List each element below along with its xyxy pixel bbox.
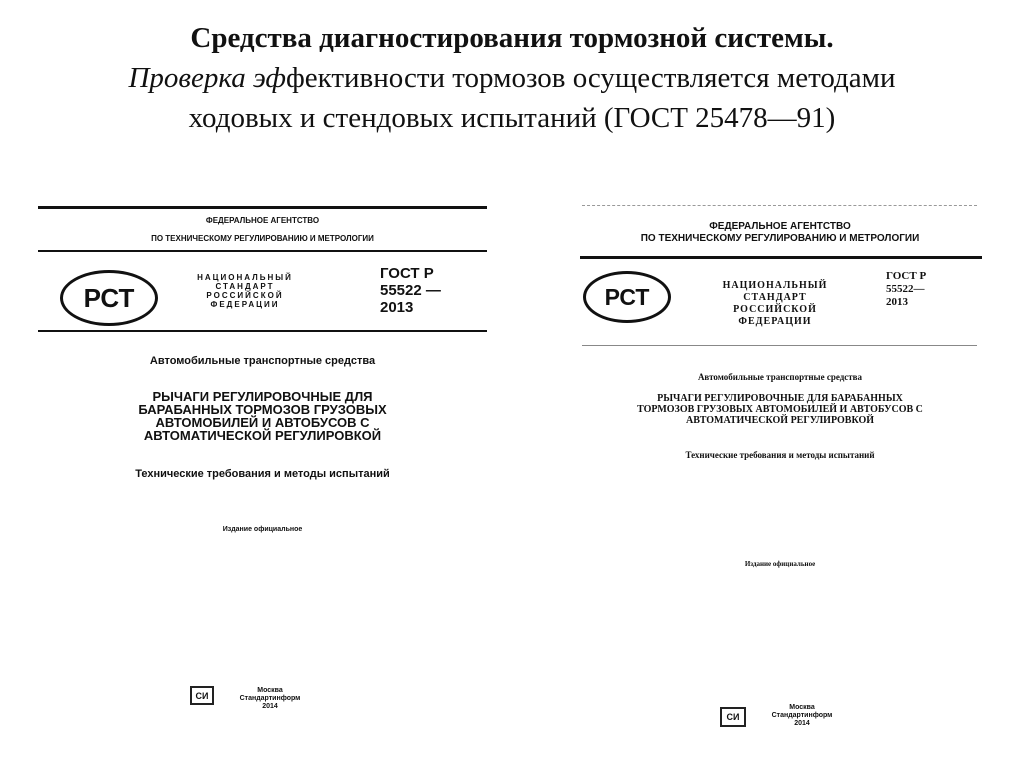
std-line: РОССИЙСКОЙ xyxy=(733,304,817,315)
agency-line-1: ФЕДЕРАЛЬНОЕ АГЕНТСТВО xyxy=(205,216,320,225)
gost-line: 55522— xyxy=(886,283,925,295)
std-line: РОССИЙСКОЙ xyxy=(206,291,284,300)
gost-number xyxy=(886,270,926,309)
doc-title-line: АВТОМАТИЧЕСКОЙ РЕГУЛИРОВКОЙ xyxy=(685,415,875,426)
imprint-year: 2014 xyxy=(794,720,810,727)
std-line: СТАНДАРТ xyxy=(215,282,275,291)
doc-title-line: БАРАБАННЫХ ТОРМОЗОВ ГРУЗОВЫХ xyxy=(138,402,387,417)
title-line-3: ходовых и стендовых испытаний (ГОСТ 25478—91) xyxy=(188,102,836,134)
standard-type xyxy=(710,280,840,328)
imprint-publisher: Стандартинформ xyxy=(771,712,833,719)
imprint-year: 2014 xyxy=(262,703,278,710)
imprint-city: Москва xyxy=(257,687,283,694)
rst-logo: РСТ xyxy=(583,271,671,323)
std-line: НАЦИОНАЛЬНЫЙ xyxy=(722,280,828,291)
divider xyxy=(582,345,977,346)
publisher-logo-icon: СИ xyxy=(720,707,746,727)
doc-title-line: АВТОМАТИЧЕСКОЙ РЕГУЛИРОВКОЙ xyxy=(143,428,382,443)
std-line: ФЕДЕРАЦИИ xyxy=(210,300,280,309)
doc-title-line: АВТОМОБИЛЕЙ И АВТОБУСОВ С xyxy=(155,415,370,430)
gost-line: ГОСТ Р xyxy=(886,270,927,282)
gost-line: 2013 xyxy=(886,296,908,308)
std-line: НАЦИОНАЛЬНЫЙ xyxy=(197,273,293,282)
doc-title-line: РЫЧАГИ РЕГУЛИРОВОЧНЫЕ ДЛЯ БАРАБАННЫХ xyxy=(657,393,903,404)
doc-title-line: РЫЧАГИ РЕГУЛИРОВОЧНЫЕ ДЛЯ xyxy=(152,389,373,404)
imprint-publisher: Стандартинформ xyxy=(239,695,301,702)
doc-subtitle: Технические требования и методы испытаний xyxy=(685,450,875,460)
title-line-2-italic: Проверка эф xyxy=(128,62,286,94)
gost-line: 2013 xyxy=(380,299,414,316)
rst-logo: РСТ xyxy=(60,270,158,326)
divider xyxy=(582,205,977,206)
edition-note: Издание официальное xyxy=(222,526,303,533)
edition-note: Издание официальное xyxy=(744,560,816,568)
gost-line: 55522 — xyxy=(380,282,441,299)
doc-title-line: ТОРМОЗОВ ГРУЗОВЫХ АВТОМОБИЛЕЙ И АВТОБУСОВ С xyxy=(637,404,923,415)
doc-category: Автомобильные транспортные средства xyxy=(149,355,376,367)
gost-line: ГОСТ Р xyxy=(380,265,434,282)
title-line-2-rest: фективности тормозов осуществляется методами xyxy=(285,62,896,94)
title-line-1: Средства диагностирования тормозной системы. xyxy=(190,22,834,54)
imprint-city: Москва xyxy=(789,704,815,711)
doc-category: Автомобильные транспортные средства xyxy=(697,372,863,382)
publisher-logo-icon: СИ xyxy=(190,686,214,705)
std-line: СТАНДАРТ xyxy=(743,292,807,303)
divider xyxy=(580,256,982,259)
agency-line-1: ФЕДЕРАЛЬНОЕ АГЕНТСТВО xyxy=(709,221,851,232)
imprint xyxy=(762,704,842,728)
doc-title xyxy=(580,393,980,426)
doc-subtitle: Технические требования и методы испытаний xyxy=(135,468,390,480)
agency-line-2: ПО ТЕХНИЧЕСКОМУ РЕГУЛИРОВАНИЮ И МЕТРОЛОГИИ xyxy=(151,234,374,243)
agency xyxy=(580,221,980,245)
std-line: ФЕДЕРАЦИИ xyxy=(738,316,812,327)
agency-line-2: ПО ТЕХНИЧЕСКОМУ РЕГУЛИРОВАНИЮ И МЕТРОЛОГИИ xyxy=(640,233,920,244)
